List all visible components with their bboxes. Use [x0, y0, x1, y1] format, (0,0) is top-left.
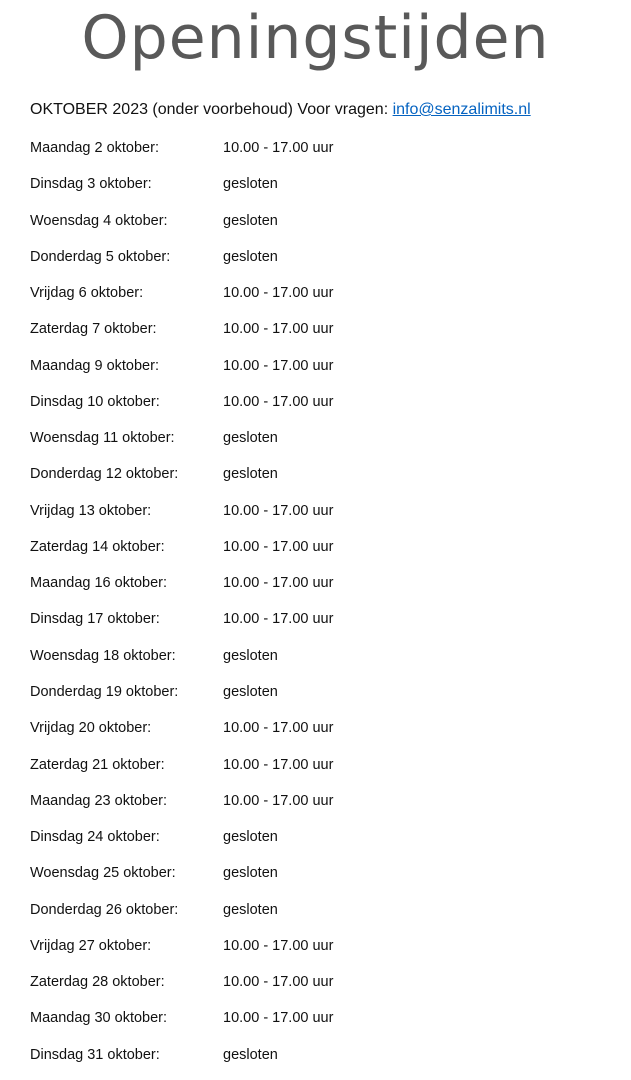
- schedule-hours: 10.00 - 17.00 uur: [223, 974, 334, 991]
- schedule-day: Zaterdag 28 oktober:: [30, 974, 165, 991]
- schedule-hours: 10.00 - 17.00 uur: [223, 538, 334, 555]
- schedule-row: [30, 282, 610, 318]
- intro-text: OKTOBER 2023 (onder voorbehoud) Voor vragen:: [30, 101, 393, 118]
- schedule-hours: 10.00 - 17.00 uur: [223, 502, 334, 519]
- schedule-hours: 10.00 - 17.00 uur: [223, 575, 334, 592]
- schedule-row: [30, 935, 610, 971]
- schedule-hours: gesloten: [223, 466, 278, 483]
- schedule-row: [30, 463, 610, 499]
- schedule-hours: 10.00 - 17.00 uur: [223, 937, 334, 954]
- page-title: Openingstijden: [81, 3, 550, 73]
- schedule-day: Vrijdag 27 oktober:: [30, 937, 152, 954]
- schedule-hours: gesloten: [223, 212, 278, 229]
- schedule-row: [30, 608, 610, 644]
- schedule-day: Vrijdag 13 oktober:: [30, 502, 152, 519]
- schedule-day: Woensdag 11 oktober:: [30, 430, 175, 447]
- schedule-row: [30, 355, 610, 391]
- schedule-day: Dinsdag 31 oktober:: [30, 1046, 160, 1063]
- schedule-day: Donderdag 26 oktober:: [30, 901, 179, 918]
- schedule-row: [30, 1007, 610, 1043]
- email-link[interactable]: info@senzalimits.nl: [392, 101, 531, 118]
- schedule-hours: 10.00 - 17.00 uur: [223, 285, 334, 302]
- schedule-row: [30, 971, 610, 1007]
- schedule-row: [30, 826, 610, 862]
- schedule-hours: gesloten: [223, 829, 278, 846]
- schedule-day: Maandag 16 oktober:: [30, 575, 168, 592]
- schedule-hours: gesloten: [223, 248, 278, 265]
- schedule-hours: gesloten: [223, 430, 278, 447]
- schedule-day: Dinsdag 17 oktober:: [30, 611, 160, 628]
- schedule-row: [30, 862, 610, 898]
- schedule-hours: 10.00 - 17.00 uur: [223, 357, 334, 374]
- schedule-row: [30, 137, 610, 173]
- schedule-hours: 10.00 - 17.00 uur: [223, 393, 334, 410]
- schedule-day: Maandag 2 oktober:: [30, 140, 159, 156]
- schedule-hours: gesloten: [223, 176, 278, 193]
- intro-line: [30, 99, 531, 121]
- schedule-row: [30, 500, 610, 536]
- schedule-day: Donderdag 12 oktober:: [30, 466, 179, 483]
- schedule-hours: gesloten: [223, 647, 278, 664]
- schedule-day: Woensdag 18 oktober:: [30, 647, 176, 664]
- schedule-hours: 10.00 - 17.00 uur: [223, 611, 334, 628]
- schedule-day: Maandag 30 oktober:: [30, 1010, 168, 1027]
- schedule-day: Maandag 23 oktober:: [30, 792, 168, 809]
- schedule-row: [30, 536, 610, 572]
- schedule-row: [30, 717, 610, 753]
- schedule-hours: gesloten: [223, 1046, 278, 1063]
- schedule-day: Donderdag 5 oktober:: [30, 248, 171, 265]
- schedule-day: Donderdag 19 oktober:: [30, 683, 179, 700]
- schedule-hours: 10.00 - 17.00 uur: [223, 756, 334, 773]
- schedule-row: [30, 790, 610, 826]
- schedule-hours: gesloten: [223, 683, 278, 700]
- schedule-row: [30, 427, 610, 463]
- schedule-day: Woensdag 25 oktober:: [30, 865, 176, 882]
- schedule-day: Woensdag 4 oktober:: [30, 212, 168, 229]
- schedule-day: Zaterdag 14 oktober:: [30, 538, 165, 555]
- schedule-hours: gesloten: [223, 901, 278, 918]
- schedule-row: [30, 391, 610, 427]
- schedule-day: Dinsdag 3 oktober:: [30, 176, 152, 193]
- schedule-row: [30, 1044, 610, 1080]
- schedule-day: Vrijdag 6 oktober:: [30, 285, 144, 302]
- schedule-day: Zaterdag 7 oktober:: [30, 321, 157, 338]
- schedule-hours: 10.00 - 17.00 uur: [223, 1010, 334, 1027]
- schedule-hours: 10.00 - 17.00 uur: [223, 792, 334, 809]
- schedule-hours: 10.00 - 17.00 uur: [223, 321, 334, 338]
- schedule-day: Vrijdag 20 oktober:: [30, 720, 152, 737]
- schedule-day: Zaterdag 21 oktober:: [30, 756, 165, 773]
- schedule-day: Maandag 9 oktober:: [30, 357, 159, 374]
- schedule-row: [30, 318, 610, 354]
- schedule-row: [30, 681, 610, 717]
- schedule-hours: 10.00 - 17.00 uur: [223, 720, 334, 737]
- schedule-hours: gesloten: [223, 865, 278, 882]
- schedule-row: [30, 173, 610, 209]
- schedule-day: Dinsdag 10 oktober:: [30, 393, 160, 410]
- schedule-row: [30, 899, 610, 935]
- schedule-row: [30, 754, 610, 790]
- schedule-hours: 10.00 - 17.00 uur: [223, 140, 334, 156]
- schedule-row: [30, 572, 610, 608]
- schedule-day: Dinsdag 24 oktober:: [30, 829, 160, 846]
- schedule-row: [30, 246, 610, 282]
- schedule-row: [30, 210, 610, 246]
- schedule-row: [30, 645, 610, 681]
- schedule-list: [30, 137, 610, 1080]
